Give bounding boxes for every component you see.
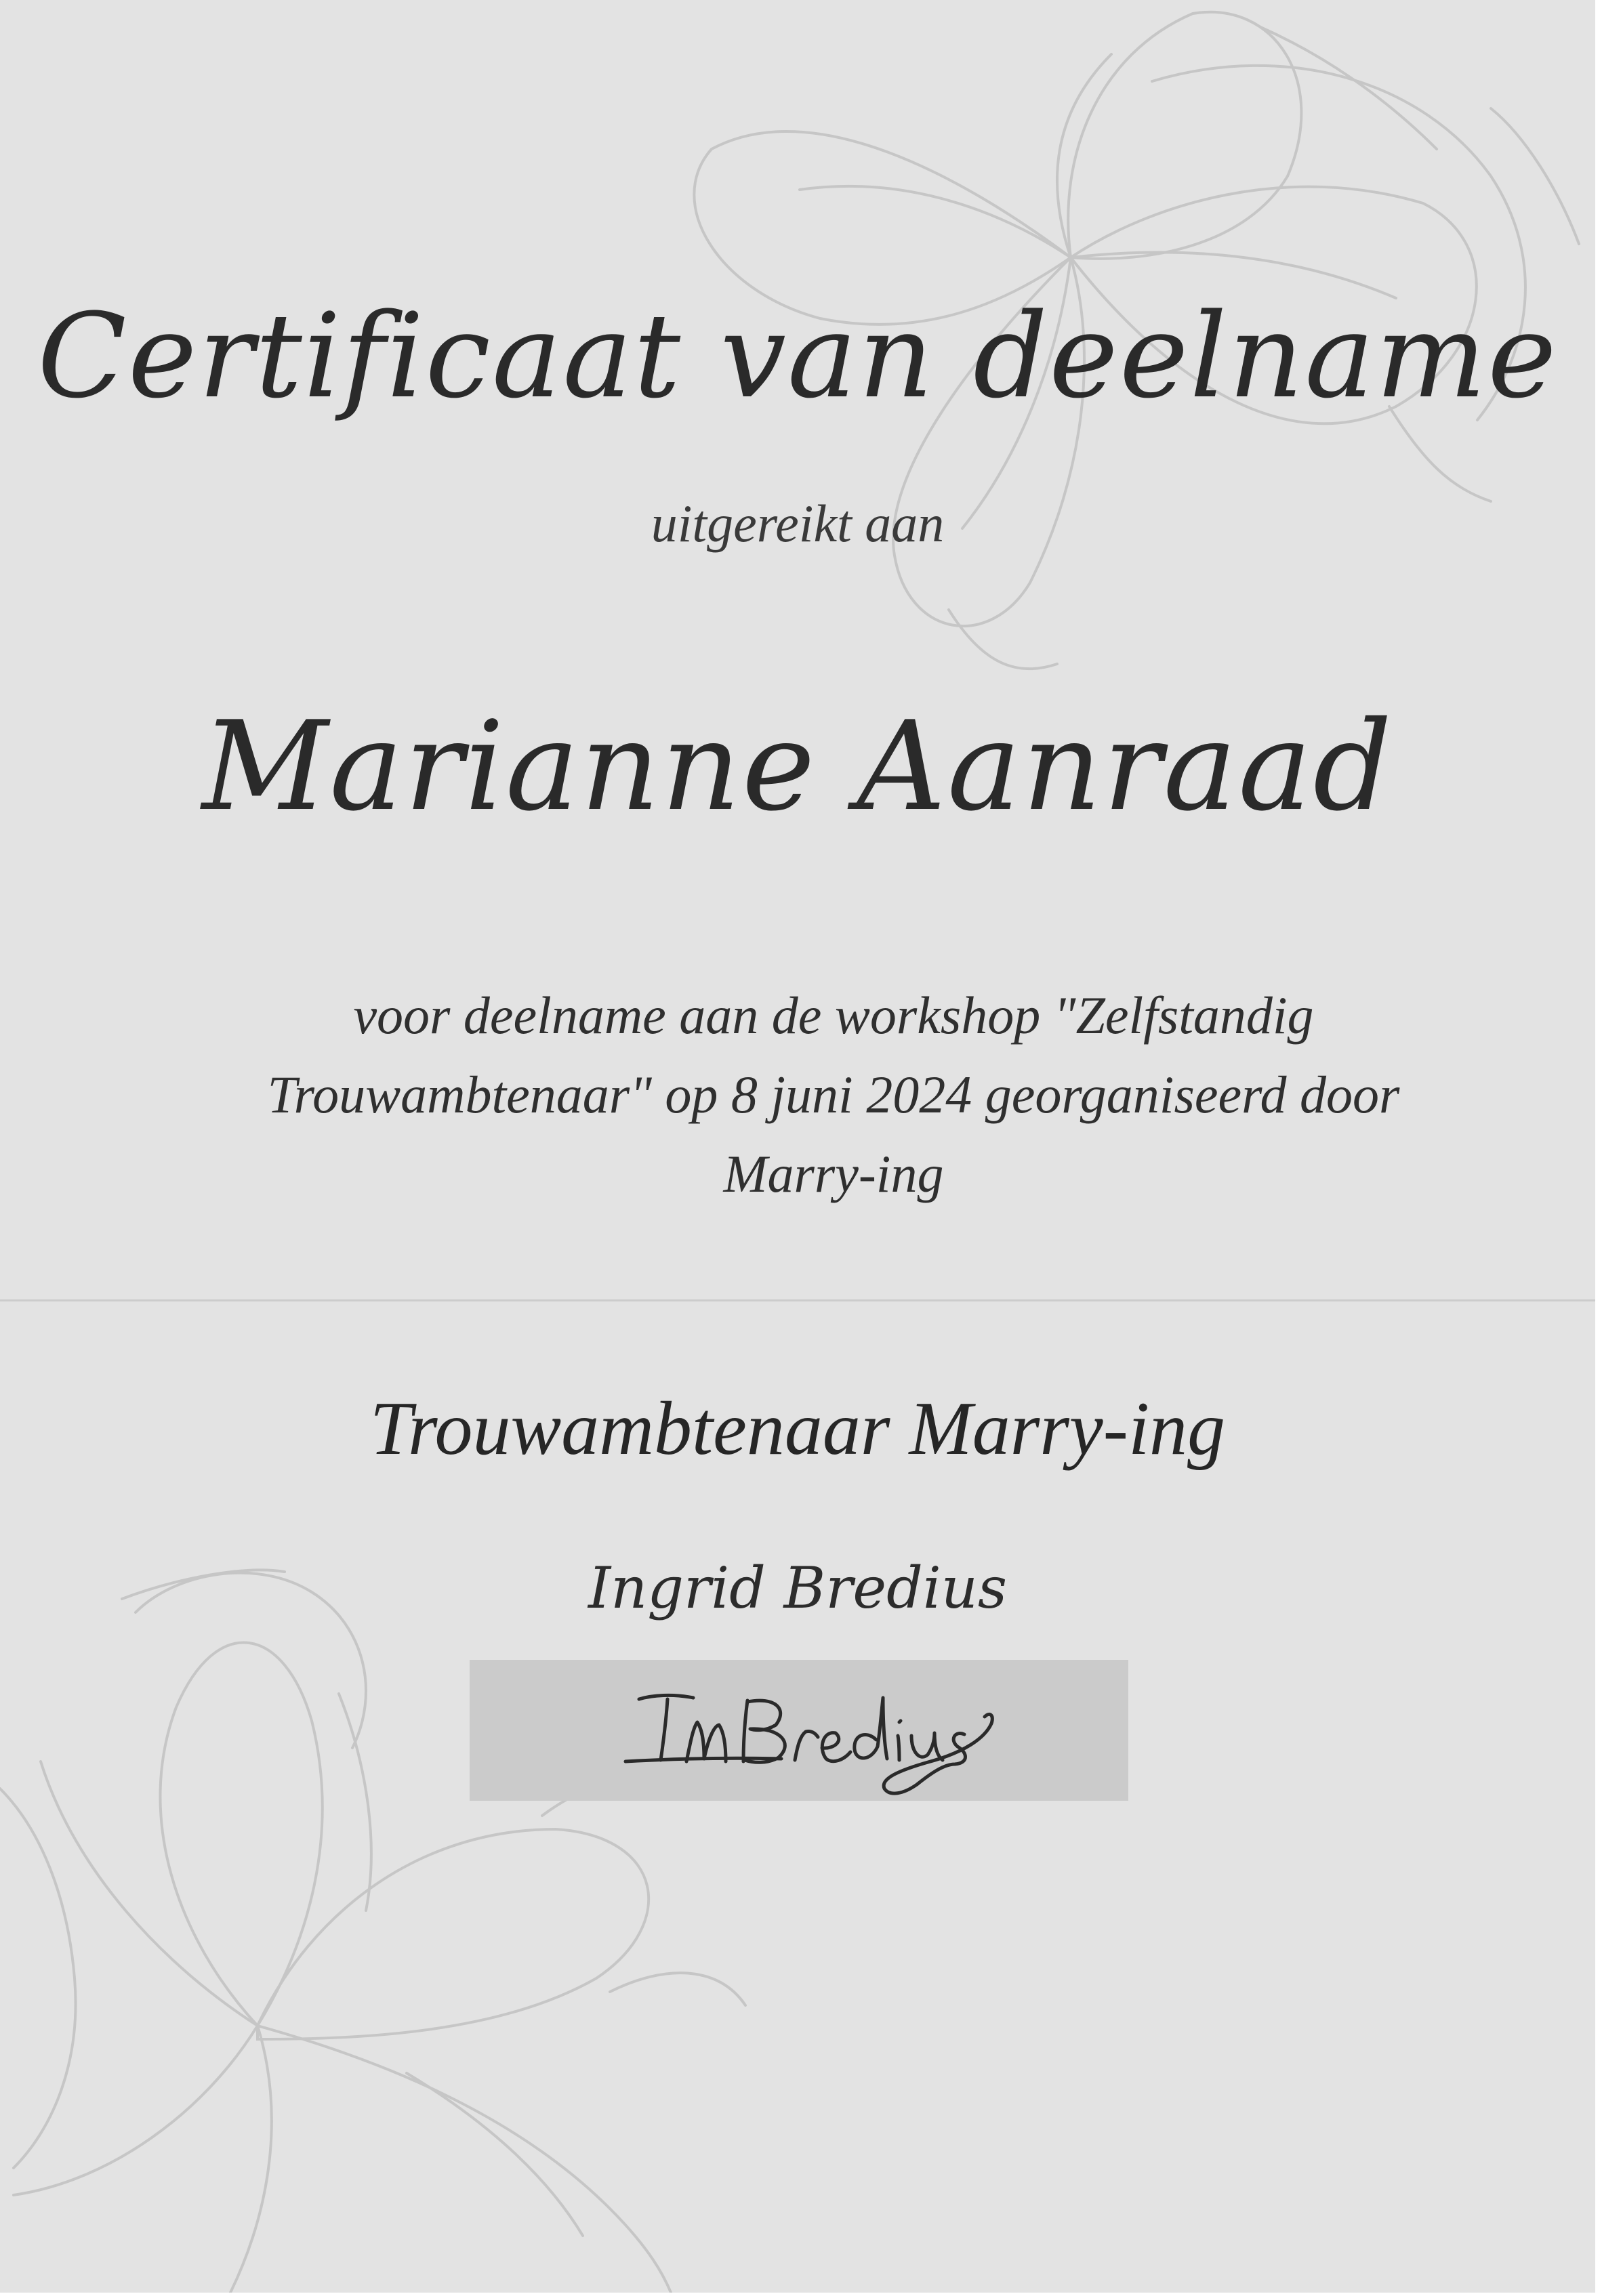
scan-edge	[1595, 0, 1602, 2296]
recipient-name: Marianne Aanraad	[201, 694, 1394, 838]
certificate-description	[237, 976, 1430, 1213]
certificate-title: Certificaat van deelname	[37, 288, 1558, 424]
signer-role: Trouwambtenaar Marry-ing	[369, 1387, 1226, 1471]
handwritten-signature	[470, 1660, 1128, 1801]
description-line: Trouwambtenaar" op 8 juni 2024 georganiseerd door	[267, 1065, 1400, 1124]
issued-to-label: uitgereikt aan	[651, 494, 945, 553]
fold-line	[0, 1299, 1595, 1301]
signature-box	[470, 1660, 1128, 1801]
signer-name: Ingrid Bredius	[588, 1555, 1007, 1621]
description-line: Marry-ing	[723, 1144, 944, 1203]
description-line: voor deelname aan de workshop "Zelfstandig	[353, 986, 1314, 1045]
